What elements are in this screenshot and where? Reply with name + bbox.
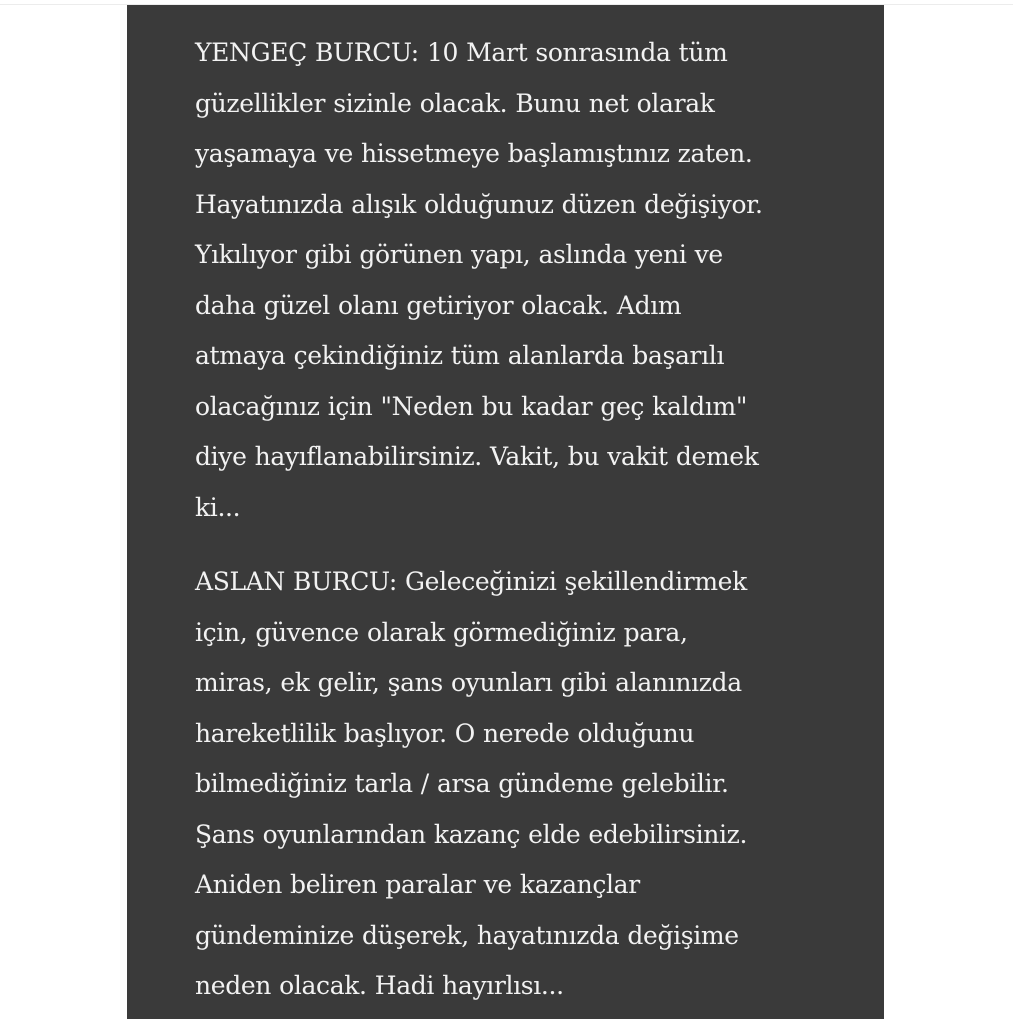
paragraph-line: Şans oyunlarından kazanç elde edebilirsiniz. [195,819,748,849]
aslan-burcu-paragraph [195,557,835,1012]
paragraph-line: hareketlilik başlıyor. O nerede olduğunu [195,718,695,748]
paragraph-line: güzellikler sizinle olacak. Bunu net olarak [195,88,715,118]
paragraph-line: Aniden beliren paralar ve kazançlar [195,870,640,899]
paragraph-line: Hayatınızda alışık olduğunuz düzen değişiyor. [195,189,763,219]
paragraph-line: diye hayıflanabilirsiniz. Vakit, bu vakit demek [195,442,759,471]
paragraph-line: ASLAN BURCU: Geleceğinizi şekillendirmek [195,567,747,596]
paragraph-line: Yıkılıyor gibi görünen yapı, aslında yeni ve [195,240,723,269]
paragraph-line: yaşamaya ve hissetmeye başlamıştınız zaten. [195,139,753,168]
paragraph-line: gündeminize düşerek, hayatınızda değişime [195,920,739,950]
article-panel [127,5,884,1019]
paragraph-line: daha güzel olanı getiriyor olacak. Adım [195,290,682,320]
paragraph-line: neden olacak. Hadi hayırlısı... [195,971,564,1000]
paragraph-line: için, güvence olarak görmediğiniz para, [195,617,688,647]
paragraph-line: olacağınız için "Neden bu kadar geç kaldım" [195,391,747,421]
paragraph-line: YENGEÇ BURCU: 10 Mart sonrasında tüm [195,38,728,67]
paragraph-line: atmaya çekindiğiniz tüm alanlarda başarılı [195,341,725,370]
paragraph-line: ki... [195,492,241,522]
paragraph-line: bilmediğiniz tarla / arsa gündeme gelebilir. [195,769,729,798]
yengec-burcu-paragraph [195,28,835,533]
paragraph-line: miras, ek gelir, şans oyunları gibi alanınızda [195,668,742,697]
